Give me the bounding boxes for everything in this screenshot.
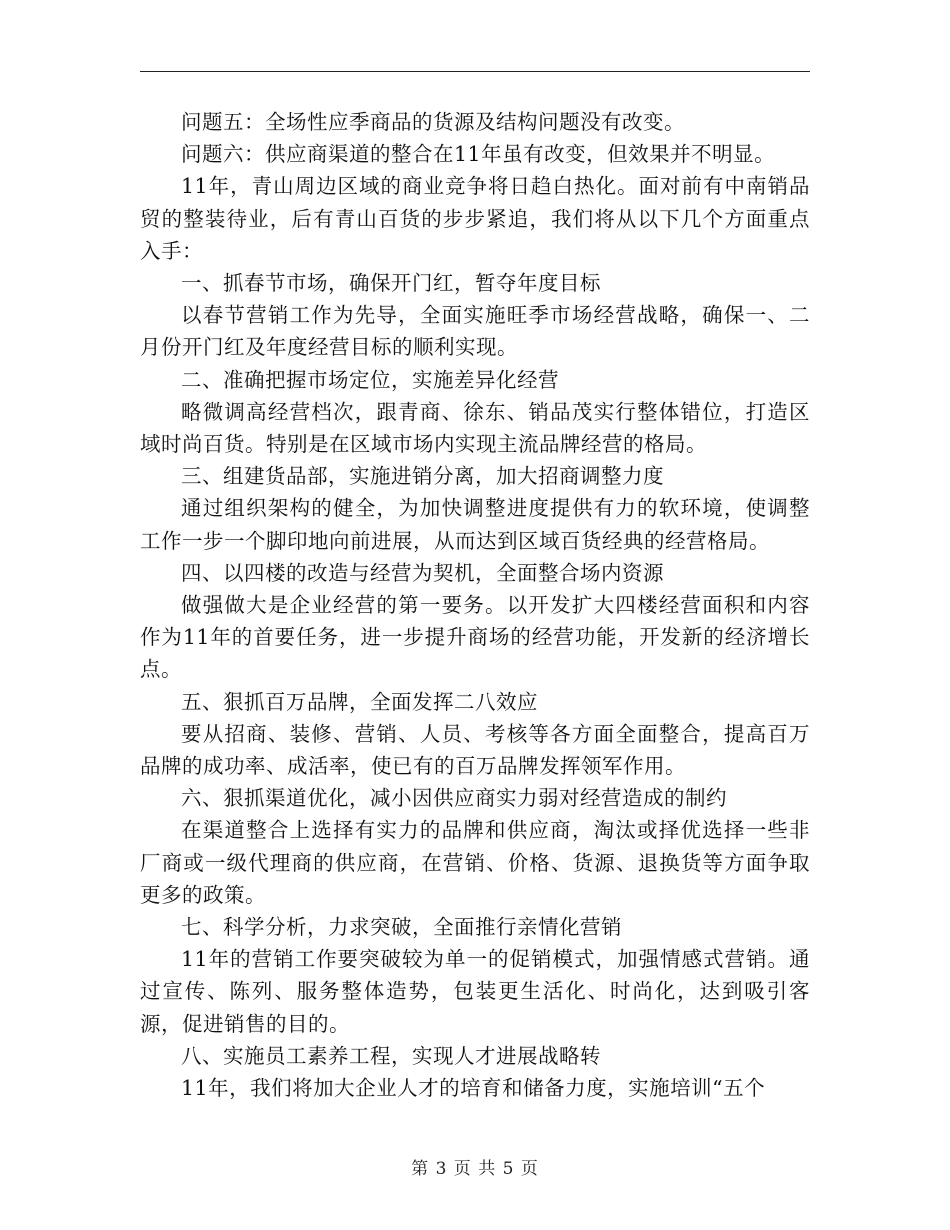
- heading-2: 二、准确把握市场定位，实施差异化经营: [181, 367, 559, 392]
- paragraph-intro: 11年，青山周边区域的商业竞争将日趋白热化。面对前有中南销品贸的整装待业，后有青山百货的步步紧追，我们将从以下几个方面重点入手：: [140, 174, 810, 263]
- page-number-footer: 第 3 页 共 5 页: [411, 1159, 539, 1179]
- header-rule: [140, 71, 810, 72]
- paragraph-7: 11年的营销工作要突破较为单一的促销模式，加强情感式营销。通过宣传、陈列、服务整体造势，包装更生活化、时尚化，达到吸引客源，促进销售的目的。: [140, 947, 810, 1036]
- paragraph-problem-6: 问题六：供应商渠道的整合在11年虽有改变，但效果并不明显。: [181, 142, 776, 167]
- heading-1: 一、抓春节市场，确保开门红，暂夺年度目标: [181, 271, 601, 296]
- paragraph-1: 以春节营销工作为先导，全面实施旺季市场经营战略，确保一、二月份开门红及年度经营目标的顺利实现。: [140, 303, 810, 360]
- heading-6: 六、狠抓渠道优化，减小因供应商实力弱对经营造成的制约: [181, 786, 727, 811]
- paragraph-problem-5: 问题五：全场性应季商品的货源及结构问题没有改变。: [181, 110, 685, 134]
- paragraph-2: 略微调高经营档次，跟青商、徐东、销品茂实行整体错位，打造区域时尚百货。特别是在区域市场内实现主流品牌经营的格局。: [140, 399, 810, 457]
- paragraph-6: 在渠道整合上选择有实力的品牌和供应商，淘汰或择优选择一些非厂商或一级代理商的供应商，在营销、价格、货源、退换货等方面争取更多的政策。: [140, 818, 810, 907]
- paragraph-8: 11年，我们将加大企业人才的培育和储备力度，实施培训“五个: [181, 1076, 766, 1101]
- heading-3: 三、组建货品部，实施进销分离，加大招商调整力度: [181, 464, 664, 489]
- heading-8: 八、实施员工素养工程，实现人才进展战略转: [181, 1043, 601, 1068]
- document-body: [140, 106, 810, 1104]
- paragraph-3: 通过组织架构的健全，为加快调整进度提供有力的软环境，使调整工作一步一个脚印地向前进展，从而达到区域百货经典的经营格局。: [140, 496, 810, 553]
- heading-7: 七、科学分析，力求突破，全面推行亲情化营销: [181, 915, 622, 940]
- heading-4: 四、以四楼的改造与经营为契机，全面整合场内资源: [181, 560, 664, 585]
- paragraph-4: 做强做大是企业经营的第一要务。以开发扩大四楼经营面积和内容作为11年的首要任务，进一步提升商场的经营功能，开发新的经济增长点。: [140, 593, 810, 682]
- paragraph-5: 要从招商、装修、营销、人员、考核等各方面全面整合，提高百万品牌的成功率、成活率，使已有的百万品牌发挥领军作用。: [140, 721, 810, 779]
- heading-5: 五、狠抓百万品牌，全面发挥二八效应: [181, 689, 538, 714]
